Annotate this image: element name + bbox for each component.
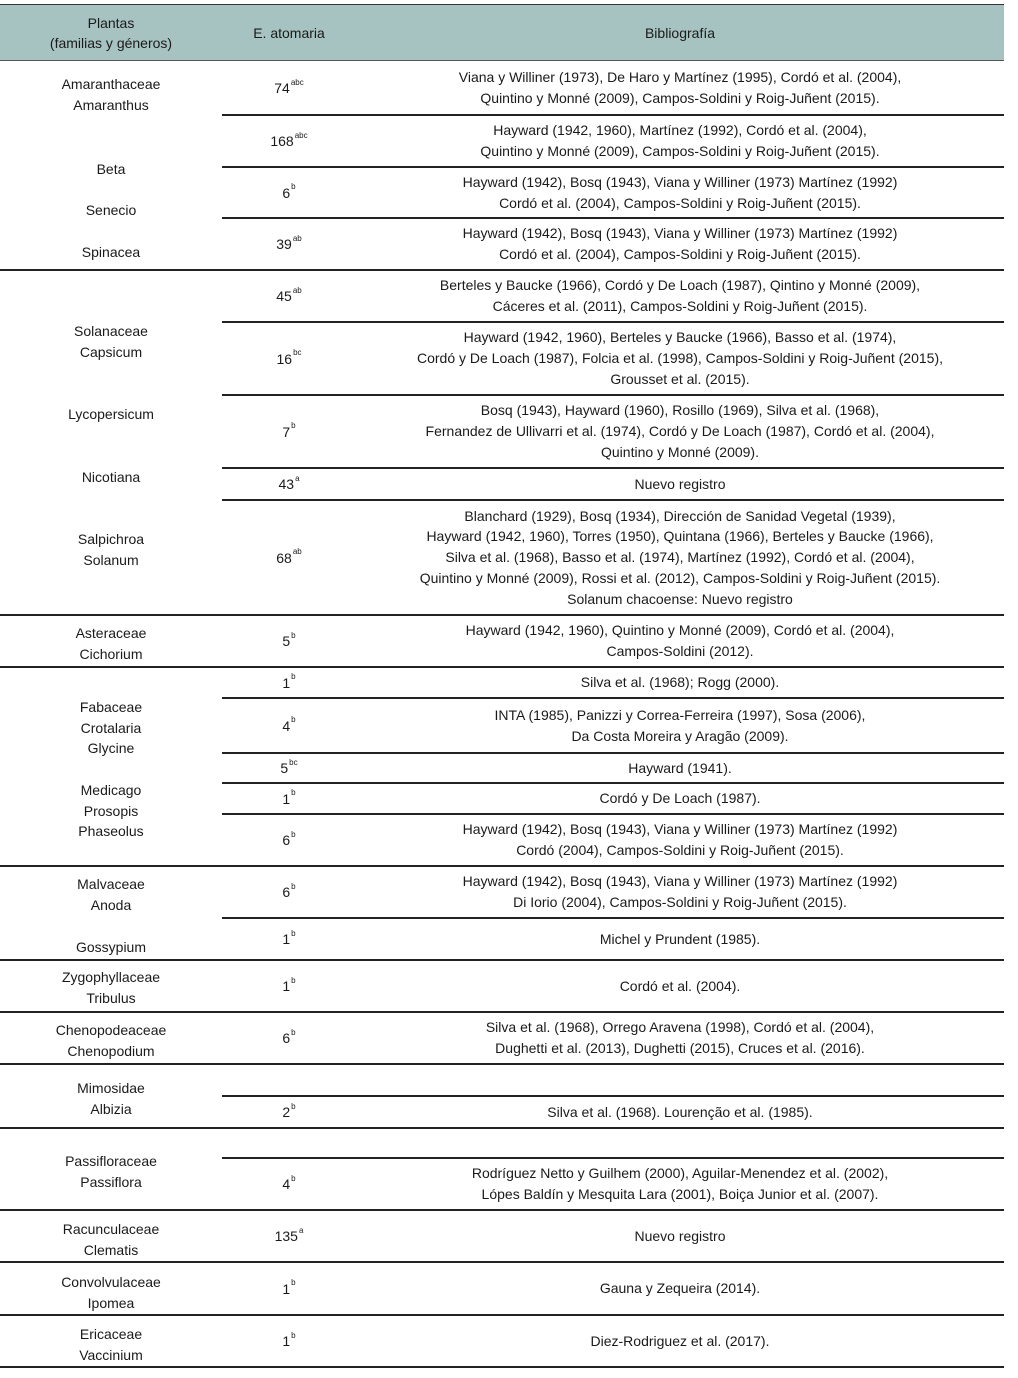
references-cell: Diez-Rodriguez et al. (2017). [590, 1332, 770, 1349]
count-superscript: ab [292, 233, 302, 243]
count-value: 68 [276, 549, 292, 566]
references-cell: Cordó et al. (2004). [619, 977, 741, 994]
count-cell [222, 1064, 356, 1096]
row-divider [222, 1157, 1004, 1159]
row-divider [222, 1095, 1004, 1097]
count-cell [222, 1012, 356, 1064]
references-cell: Hayward (1942, 1960), Quintino y Monné (2009), Cordó et al. (2004), Campos-Soldini (2012). [465, 622, 895, 659]
count-value: 6 [282, 884, 291, 900]
plant-label: Senecio [85, 202, 137, 218]
count-value: 1 [282, 790, 291, 807]
count-value: 1 [282, 931, 291, 947]
row-divider [222, 917, 1004, 919]
count-cell [222, 218, 356, 270]
plant-label: Ericaceae Vaccinium [79, 1326, 143, 1363]
plant-label: Fabaceae Crotalaria Glycine [79, 699, 143, 756]
group-divider [0, 666, 1004, 668]
group-divider [0, 959, 1004, 961]
count-superscript: bc [293, 348, 302, 357]
references-cell: Hayward (1942), Bosq (1943), Viana y Williner (1973) Martínez (1992) Cordó et al. (2004), Campos-Soldini y Roig-Juñent (2015). [462, 173, 898, 211]
count-cell [222, 698, 356, 753]
header-bibliografia: Bibliografía [644, 25, 716, 41]
row-divider [222, 499, 1004, 501]
count-value: 45 [276, 288, 292, 304]
group-divider [0, 269, 1004, 271]
count-value: 74 [274, 80, 290, 96]
header-e-atomaria: E. atomaria [253, 25, 325, 41]
count-value: 1 [282, 1333, 291, 1349]
plant-label: Chenopodeaceae Chenopodium [55, 1022, 167, 1059]
count-cell [222, 468, 356, 500]
references-cell: Silva et al. (1968), Orrego Aravena (1998), Cordó et al. (2004), Dughetti et al. (2013), Dughetti (2015), Cruces et al. (2016). [485, 1019, 875, 1056]
plant-label: Asteraceae Cichorium [75, 625, 147, 662]
count-cell [222, 500, 356, 615]
row-divider [222, 697, 1004, 699]
plant-label: Solanaceae Capsicum [74, 323, 148, 360]
table-header [0, 4, 1004, 61]
row-divider [222, 782, 1004, 784]
references-cell: Nuevo registro [634, 1227, 726, 1244]
count-value: 135 [274, 1228, 298, 1244]
count-superscript: b [291, 630, 296, 640]
count-cell [222, 1128, 356, 1158]
references-cell: Silva et al. (1968). Lourenção et al. (1985). [547, 1103, 813, 1120]
count-superscript: b [291, 1101, 296, 1111]
plant-label: Medicago Prosopis Phaseolus [78, 782, 144, 839]
plant-label: Amaranthaceae Amaranthus [61, 76, 161, 113]
count-cell [222, 615, 356, 667]
count-cell [222, 1096, 356, 1128]
count-cell [222, 918, 356, 960]
count-superscript: a [295, 473, 300, 483]
plant-label: Convolvulaceae Ipomea [61, 1274, 161, 1311]
plant-label: Passifloraceae Passiflora [65, 1153, 157, 1190]
references-cell: Cordó y De Loach (1987). [599, 790, 761, 807]
count-value: 2 [282, 1104, 291, 1120]
plant-label: Beta [96, 161, 126, 177]
count-value: 43 [278, 476, 295, 492]
references-cell: Berteles y Baucke (1966), Cordó y De Loach (1987), Qintino y Monné (2009), Cáceres et al. (2011), Campos-Soldini y Roig-Juñent (2015). [439, 277, 921, 314]
references-cell: Hayward (1942, 1960), Martínez (1992), Cordó et al. (2004), Quintino y Monné (2009), Campos-Soldini y Roig-Juñent (2015). [480, 122, 880, 159]
references-cell: Michel y Prundent (1985). [599, 930, 761, 947]
count-superscript: b [291, 672, 296, 681]
count-cell [222, 667, 356, 698]
count-value: 5 [282, 633, 291, 649]
count-cell [222, 866, 356, 918]
references-cell: Bosq (1943), Hayward (1960), Rosillo (1969), Silva et al. (1968), Fernandez de Ullivarri et al. (1974), Cordó y De Loach (1987), Cordó et al. (2004), Quintino y Monné (2009). [425, 402, 935, 460]
references-cell: Viana y Williner (1973), De Haro y Martínez (1995), Cordó et al. (2004), Quintino y Monné (2009), Campos-Soldini y Roig-Juñent (2015). [458, 69, 902, 106]
count-value: 6 [282, 1030, 291, 1046]
count-superscript: b [291, 1027, 296, 1037]
header-plantas: Plantas (familias y géneros) [49, 15, 173, 51]
count-cell [222, 960, 356, 1012]
row-divider [222, 166, 1004, 168]
count-superscript: b [291, 1330, 296, 1340]
group-divider [0, 1366, 1004, 1368]
group-divider [0, 1261, 1004, 1263]
count-cell [222, 1262, 356, 1315]
count-cell [222, 783, 356, 814]
references-cell [356, 1128, 1004, 1158]
row-divider [222, 813, 1004, 815]
group-divider [0, 1209, 1004, 1211]
count-value: 7 [282, 423, 291, 440]
count-superscript: a [298, 1225, 304, 1235]
count-value: 16 [276, 350, 293, 367]
count-value: 6 [282, 832, 291, 848]
count-cell [222, 1158, 356, 1210]
count-superscript: b [291, 975, 296, 985]
count-cell [222, 1315, 356, 1367]
count-value: 168 [270, 133, 294, 149]
count-superscript: b [291, 715, 296, 724]
count-value: 1 [282, 978, 291, 994]
count-value: 6 [282, 184, 291, 201]
references-cell: Hayward (1942), Bosq (1943), Viana y Williner (1973) Martínez (1992) Di Iorio (2004), Campos-Soldini y Roig-Juñent (2015). [462, 873, 898, 910]
plant-label: Lycopersicum [68, 406, 154, 422]
references-cell: Silva et al. (1968); Rogg (2000). [580, 674, 780, 691]
count-superscript: bc [289, 757, 298, 767]
count-superscript: b [291, 881, 296, 891]
count-cell [222, 270, 356, 322]
plant-label: Salpichroa Solanum [77, 531, 145, 568]
group-divider [0, 865, 1004, 867]
row-divider [222, 394, 1004, 396]
references-cell: Nuevo registro [634, 475, 726, 492]
references-cell: Hayward (1941). [628, 759, 732, 776]
count-superscript: abc [294, 130, 308, 140]
count-superscript: ab [292, 547, 302, 556]
plant-label: Gossypium [75, 939, 147, 955]
count-superscript: b [291, 1278, 296, 1287]
count-value: 1 [282, 674, 291, 691]
references-cell: Gauna y Zequeira (2014). [599, 1280, 761, 1297]
references-cell: Hayward (1942), Bosq (1943), Viana y Williner (1973) Martínez (1992) Cordó et al. (2004), Campos-Soldini y Roig-Juñent (2015). [462, 225, 898, 262]
group-divider [0, 1127, 1004, 1129]
count-value: 1 [282, 1280, 291, 1297]
count-superscript: b [291, 788, 296, 797]
count-cell [222, 1210, 356, 1262]
count-value: 39 [276, 236, 292, 252]
count-cell [222, 322, 356, 395]
group-divider [0, 1063, 1004, 1065]
count-cell [222, 115, 356, 167]
references-cell: Hayward (1942, 1960), Berteles y Baucke (1966), Basso et al. (1974), Cordó y De Loach (1987), Folcia et al. (1998), Campos-Soldini y Roig-Juñent (2015), Grousset et al. (2015). [416, 329, 944, 387]
count-value: 5 [280, 760, 289, 776]
count-superscript: b [291, 928, 296, 938]
row-divider [222, 467, 1004, 469]
row-divider [222, 217, 1004, 219]
count-superscript: b [291, 829, 296, 839]
references-cell: Blanchard (1929), Bosq (1934), Dirección de Sanidad Vegetal (1939), Hayward (1942, 1960), Torres (1950), Quintana (1966), Berteles y Baucke (1966), Silva et al. (1968), Basso et al. (1974), Martínez (1992), Cordó et al. (2004), Quintino y Monné (2009), Rossi et al. (2012), Campos-Soldini y Roig-Juñent (2015). Solanum chacoense: Nuevo registro [419, 507, 941, 607]
plant-label: Mimosidae Albizia [77, 1080, 145, 1117]
row-divider [222, 752, 1004, 754]
count-superscript: abc [290, 77, 304, 87]
row-divider [222, 114, 1004, 116]
count-cell [222, 753, 356, 783]
count-superscript: ab [292, 285, 302, 295]
references-cell: Rodríguez Netto y Guilhem (2000), Aguilar-Menendez et al. (2002), Lópes Baldín y Mesquita Lara (2001), Boiça Junior et al. (2007). [471, 1165, 889, 1202]
references-cell: INTA (1985), Panizzi y Correa-Ferreira (1997), Sosa (2006), Da Costa Moreira y Aragão (2009). [494, 706, 866, 744]
count-value: 4 [282, 717, 291, 734]
row-divider [222, 321, 1004, 323]
group-divider [0, 1314, 1004, 1316]
count-superscript: b [291, 421, 296, 430]
count-value: 4 [282, 1176, 291, 1192]
count-cell [222, 167, 356, 218]
count-cell [222, 395, 356, 468]
group-divider [0, 614, 1004, 616]
count-superscript: b [291, 182, 296, 191]
plant-label: Nicotiana [81, 469, 141, 485]
count-superscript: b [291, 1173, 296, 1183]
references-cell [356, 1064, 1004, 1096]
plant-label: Spinacea [81, 244, 141, 260]
count-cell [222, 61, 356, 115]
plant-label: Malvaceae Anoda [77, 876, 145, 913]
group-divider [0, 1011, 1004, 1013]
count-cell [222, 814, 356, 866]
references-cell: Hayward (1942), Bosq (1943), Viana y Williner (1973) Martínez (1992) Cordó (2004), Campos-Soldini y Roig-Juñent (2015). [462, 821, 898, 858]
plant-label: Racunculaceae Clematis [62, 1221, 160, 1258]
plant-label: Zygophyllaceae Tribulus [61, 969, 161, 1006]
